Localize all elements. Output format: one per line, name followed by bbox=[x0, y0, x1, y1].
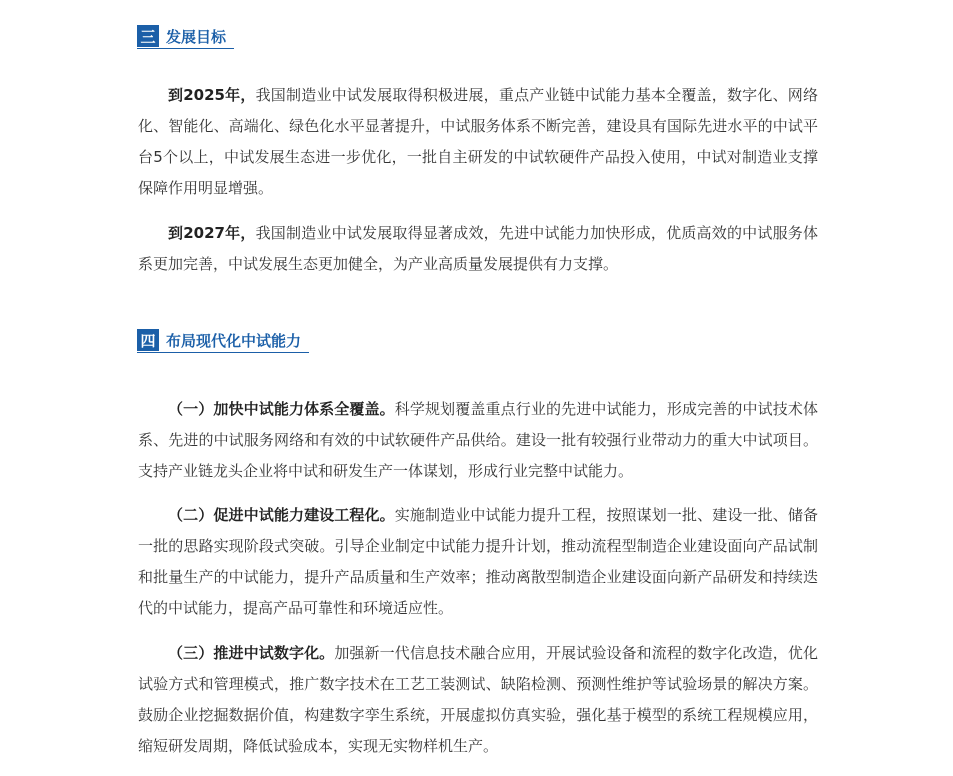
paragraph-lead: （二）促进中试能力建设工程化。 bbox=[168, 506, 395, 524]
paragraph-text: 我国制造业中试发展取得显著成效，先进中试能力加快形成，优质高效的中试服务体系更加完善，中试发展生态更加健全，为产业高质量发展提供有力支撑。 bbox=[138, 224, 818, 273]
paragraph-goal-2027 bbox=[138, 218, 818, 280]
paragraph-item-2 bbox=[138, 500, 818, 624]
paragraph-text: 加强新一代信息技术融合应用，开展试验设备和流程的数字化改造，优化试验方式和管理模式，推广数字技术在工艺工装测试、缺陷检测、预测性维护等试验场景的解决方案。鼓励企业挖掘数据价值，构建数字孪生系统，开展虚拟仿真实验，强化基于模型的系统工程规模应用，缩短研发周期，降低试验成本，实现无实物样机生产。 bbox=[138, 644, 818, 755]
section-title: 发展目标 bbox=[166, 27, 227, 46]
section-number: 三 bbox=[137, 25, 159, 47]
paragraph-item-1 bbox=[138, 394, 818, 487]
paragraph-lead: （三）推进中试数字化。 bbox=[168, 644, 335, 662]
section-number: 四 bbox=[137, 329, 159, 351]
section-title: 布局现代化中试能力 bbox=[166, 331, 302, 350]
paragraph-lead: （一）加快中试能力体系全覆盖。 bbox=[168, 400, 395, 418]
paragraph-text: 科学规划覆盖重点行业的先进中试能力，形成完善的中试技术体系、先进的中试服务网络和有效的中试软硬件产品供给。建设一批有较强行业带动力的重大中试项目。支持产业链龙头企业将中试和研发生产一体谋划，形成行业完整中试能力。 bbox=[138, 400, 818, 480]
paragraph-goal-2025 bbox=[138, 80, 818, 204]
paragraph-lead: 到2025年， bbox=[168, 86, 256, 104]
paragraph-text: 我国制造业中试发展取得积极进展，重点产业链中试能力基本全覆盖，数字化、网络化、智能化、高端化、绿色化水平显著提升，中试服务体系不断完善，建设具有国际先进水平的中试平台5个以上，中试发展生态进一步优化，一批自主研发的中试软硬件产品投入使用，中试对制造业支撑保障作用明显增强。 bbox=[138, 86, 818, 197]
paragraph-lead: 到2027年， bbox=[168, 224, 256, 242]
paragraph-item-3 bbox=[138, 638, 818, 762]
section-heading-4 bbox=[137, 328, 309, 353]
section-heading-3 bbox=[137, 24, 234, 49]
paragraph-text: 实施制造业中试能力提升工程，按照谋划一批、建设一批、储备一批的思路实现阶段式突破。引导企业制定中试能力提升计划，推动流程型制造企业建设面向产品试制和批量生产的中试能力，提升产品质量和生产效率；推动离散型制造企业建设面向新产品研发和持续迭代的中试能力，提高产品可靠性和环境适应性。 bbox=[138, 506, 818, 617]
